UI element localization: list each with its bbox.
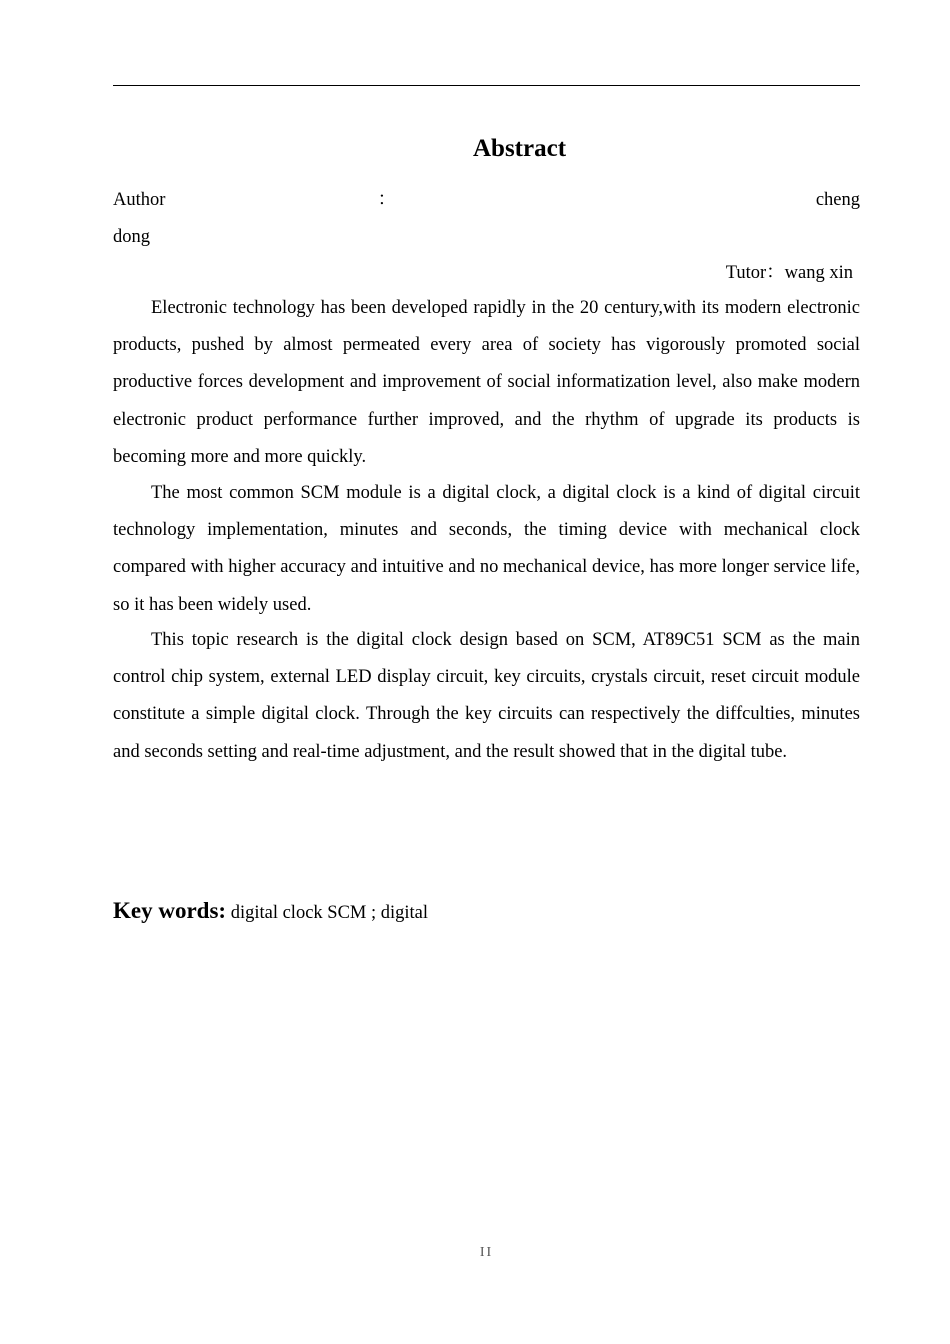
abstract-paragraph-1: Electronic technology has been developed rapidly in the 20 century,with its modern electronic products, pushed by almost permeated every area of society has vigorously promoted social productive forces development and improvement of social informatization level, also make modern electronic product performance further improved, and the rhythm of upgrade its products is becoming more and more quickly. [113, 298, 860, 467]
author-line [113, 182, 860, 219]
author-label: Author [113, 190, 166, 210]
keywords-line [113, 893, 860, 931]
keywords-value: digital clock SCM ; digital [230, 903, 429, 923]
tutor-line: Tutor：wang xin [725, 263, 853, 283]
abstract-paragraph-2: The most common SCM module is a digital clock, a digital clock is a kind of digital circuit technology implementation, minutes and seconds, the timing device with mechanical clock compared with higher accuracy and intuitive and no mechanical device, has more longer service life, so it has been widely used. [113, 483, 860, 615]
author-given-name: cheng [815, 190, 860, 210]
author-family-name: dong [113, 227, 150, 247]
header-rule [113, 85, 860, 86]
keywords-label: Key words: [113, 898, 227, 923]
page-number: II [479, 1245, 494, 1260]
abstract-title: Abstract [472, 135, 567, 162]
author-separator: ： [377, 190, 604, 210]
abstract-paragraph-3: This topic research is the digital clock design based on SCM, AT89C51 SCM as the main control chip system, external LED display circuit, key circuits, crystals circuit, reset circuit module constitute a simple digital clock. Through the key circuits can respectively the diffculties, minutes and seconds setting and real-time adjustment, and the result showed that in the digital tube. [113, 630, 860, 762]
